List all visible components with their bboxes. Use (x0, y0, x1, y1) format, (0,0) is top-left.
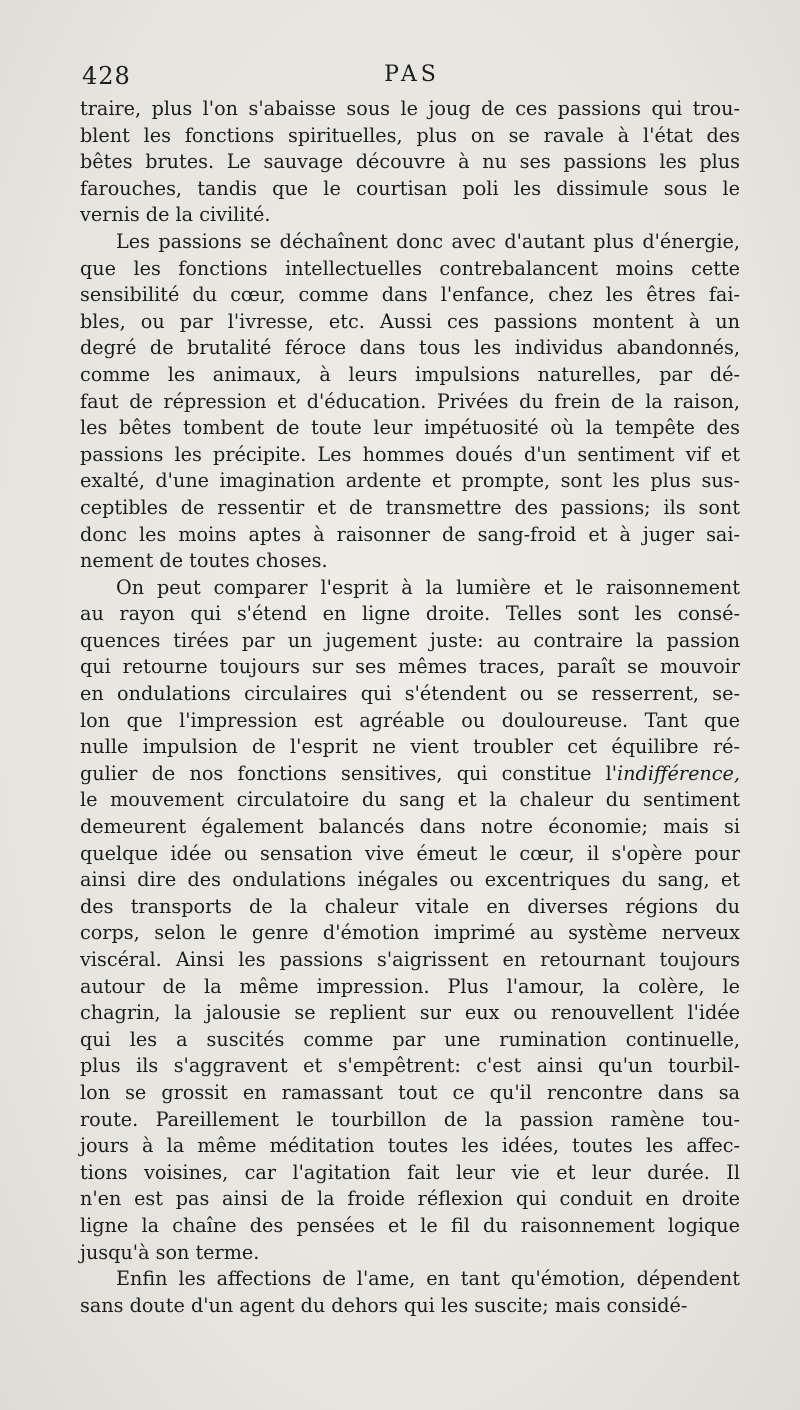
text-line: jusqu'à son terme. (80, 1240, 260, 1264)
text-line: les bêtes tombent de toute leur impétuosité où la tempête des (80, 416, 740, 440)
text-line: n'en est pas ainsi de la froide réflexion qui conduit en droite (80, 1187, 740, 1211)
page-number: 428 (82, 62, 131, 90)
text-line: donc les moins aptes à raisonner de sang-froid et à juger sai- (80, 522, 740, 546)
text-line: ligne la chaîne des pensées et le fil du raisonnement logique (80, 1213, 740, 1237)
text-line: jours à la même méditation toutes les idées, toutes les affec- (80, 1134, 740, 1158)
text-line: lon que l'impression est agréable ou douloureuse. Tant que (80, 708, 740, 732)
text-line: nement de toutes choses. (80, 549, 328, 573)
text-line: bêtes brutes. Le sauvage découvre à nu ses passions les plus (80, 150, 740, 174)
text-line: demeurent également balancés dans notre économie; mais si (80, 815, 740, 839)
text-line: Enfin les affections de l'ame, en tant qu'émotion, dépendent (116, 1267, 740, 1291)
text-line: sensibilité du cœur, comme dans l'enfance, chez les êtres fai- (80, 283, 740, 307)
text-line: quelque idée ou sensation vive émeut le cœur, il s'opère pour (80, 841, 740, 865)
text-line: faut de répression et d'éducation. Privées du frein de la raison, (80, 389, 740, 413)
text-line: On peut comparer l'esprit à la lumière et le raisonnement (116, 575, 740, 599)
text-line: ainsi dire des ondulations inégales ou excentriques du sang, et (80, 868, 740, 892)
text-line: farouches, tandis que le courtisan poli les dissimule sous le (80, 176, 740, 200)
text-line: blent les fonctions spirituelles, plus on se ravale à l'état des (80, 123, 740, 147)
text-line: le mouvement circulatoire du sang et la chaleur du sentiment (80, 788, 740, 812)
page-header (82, 62, 742, 94)
text-line: route. Pareillement le tourbillon de la passion ramène tou- (80, 1107, 740, 1131)
text-line: plus ils s'aggravent et s'empêtrent: c'est ainsi qu'un tourbil- (80, 1054, 740, 1078)
text-line: que les fonctions intellectuelles contrebalancent moins cette (80, 256, 740, 280)
text-line: qui retourne toujours sur ses mêmes traces, paraît se mouvoir (80, 655, 740, 679)
text-line: nulle impulsion de l'esprit ne vient troubler cet équilibre ré- (80, 735, 740, 759)
text-line: traire, plus l'on s'abaisse sous le joug de ces passions qui trou- (80, 97, 740, 120)
text-line: autour de la même impression. Plus l'amour, la colère, le (80, 974, 740, 998)
paragraph (80, 1266, 740, 1319)
running-head: PAS (384, 62, 440, 87)
text-line: tions voisines, car l'agitation fait leur vie et leur durée. Il (80, 1160, 740, 1184)
paragraph (80, 96, 740, 229)
text-line: viscéral. Ainsi les passions s'aigrissent en retournant toujours (80, 948, 740, 971)
text-line: en ondulations circulaires qui s'étendent ou se resserrent, se- (80, 682, 740, 706)
text-line: qui les a suscités comme par une rumination continuelle, (80, 1027, 740, 1051)
text-line: au rayon qui s'étend en ligne droite. Telles sont les consé- (80, 602, 740, 626)
text-line: bles, ou par l'ivresse, etc. Aussi ces passions montent à un (80, 309, 740, 333)
paragraph (80, 575, 740, 1266)
text-line: chagrin, la jalousie se replient sur eux ou renouvellent l'idée (80, 1001, 740, 1025)
text-line: vernis de la civilité. (80, 203, 271, 227)
italic-word: indifférence, (617, 761, 740, 785)
text-line: comme les animaux, à leurs impulsions naturelles, par dé- (80, 362, 740, 386)
text-line: des transports de la chaleur vitale en diverses régions du (80, 894, 740, 918)
text-line: passions les précipite. Les hommes doués d'un sentiment vif et (80, 442, 740, 466)
text-line: exalté, d'une imagination ardente et prompte, sont les plus sus- (80, 469, 740, 493)
text-line: lon se grossit en ramassant tout ce qu'il rencontre dans sa (80, 1080, 740, 1104)
text-line: ceptibles de ressentir et de transmettre des passions; ils sont (80, 495, 740, 519)
text-line: degré de brutalité féroce dans tous les individus abandonnés, (80, 336, 740, 360)
paragraph (80, 229, 740, 575)
body-text (80, 96, 740, 1319)
text-line: quences tirées par un jugement juste: au contraire la passion (80, 628, 740, 652)
text-line: Les passions se déchaînent donc avec d'autant plus d'énergie, (116, 229, 740, 253)
text-line: corps, selon le genre d'émotion imprimé au système nerveux (80, 921, 740, 945)
text-line: sans doute d'un agent du dehors qui les suscite; mais considé- (80, 1293, 688, 1317)
text-line: gulier de nos fonctions sensitives, qui constitue l'indifférence, (80, 761, 740, 785)
